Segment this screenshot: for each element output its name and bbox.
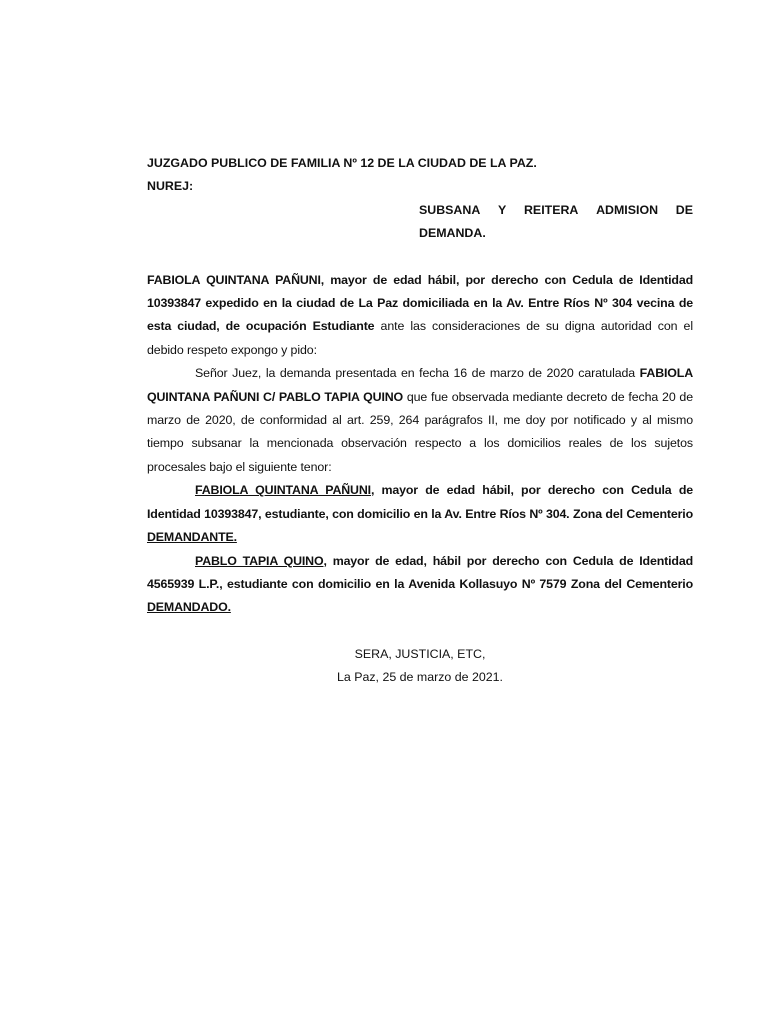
body-text-1: Señor Juez, la demanda presentada en fecha 16 de marzo de 2020 caratulada: [195, 366, 640, 381]
subject-word: SUBSANA: [419, 202, 481, 217]
intro-text: ante las consideraciones de su digna autoridad con el debido respeto expongo y pido:: [147, 319, 693, 357]
closing-date: La Paz, 25 de marzo de 2021.: [336, 670, 503, 685]
spacer: [147, 620, 693, 643]
plaintiff-role: DEMANDANTE.: [147, 530, 237, 545]
defendant-role: DEMANDADO.: [147, 600, 231, 615]
nurej-label: NUREJ:: [147, 179, 194, 194]
case-caption: FABIOLA QUINTANA PAÑUNI C/ PABLO TAPIA QUINO: [147, 366, 693, 404]
plaintiff-details: , mayor de edad hábil, por derecho con Cedula de Identidad 10393847, estudiante, con domicilio en la Av. Entre Ríos Nº 304. Zona del Cementerio: [147, 483, 693, 521]
subject-line-2: DEMANDA.: [419, 226, 486, 241]
body-paragraph: [147, 362, 693, 479]
body-text-2: que fue observada mediante decreto de fecha 20 de marzo de 2020, de conformidad al art. 259, 264 parágrafos II, me doy por notificado y al mismo tiempo subsanar la mencionada observación respecto a los domicilios reales de los sujetos procesales bajo el siguiente tenor:: [147, 389, 694, 474]
closing-line: SERA, JUSTICIA, ETC,: [354, 646, 486, 661]
subject-word: Y: [498, 202, 507, 217]
subject-word: REITERA: [523, 202, 579, 217]
subject-line-1: [419, 199, 693, 222]
defendant-name: PABLO TAPIA QUINO,: [195, 553, 327, 568]
subject-word: ADMISION: [596, 202, 659, 217]
document-body: [147, 152, 693, 690]
court-heading: JUZGADO PUBLICO DE FAMILIA Nº 12 DE LA CIUDAD DE LA PAZ.: [147, 156, 537, 170]
subject-word: DE: [675, 202, 693, 217]
defendant-details: mayor de edad, hábil por derecho con Cedula de Identidad 4565939 L.P., estudiante con domicilio en la Avenida Kollasuyo Nº 7579 Zona del Cementerio: [147, 553, 693, 591]
intro-party: FABIOLA QUINTANA PAÑUNI, mayor de edad hábil, por derecho con Cedula de Identidad 10393847 expedido en la ciudad de La Paz domiciliada en la Av. Entre Ríos Nº 304 vecina de esta ciudad, de ocupación Estudiante: [147, 272, 693, 334]
subject-block: [419, 199, 693, 246]
defendant-paragraph: [147, 550, 693, 620]
plaintiff-paragraph: [147, 479, 693, 549]
plaintiff-name: FABIOLA QUINTANA PAÑUNI: [195, 483, 371, 498]
closing-block: [147, 643, 693, 690]
spacer: [147, 246, 693, 269]
intro-paragraph: [147, 269, 693, 363]
